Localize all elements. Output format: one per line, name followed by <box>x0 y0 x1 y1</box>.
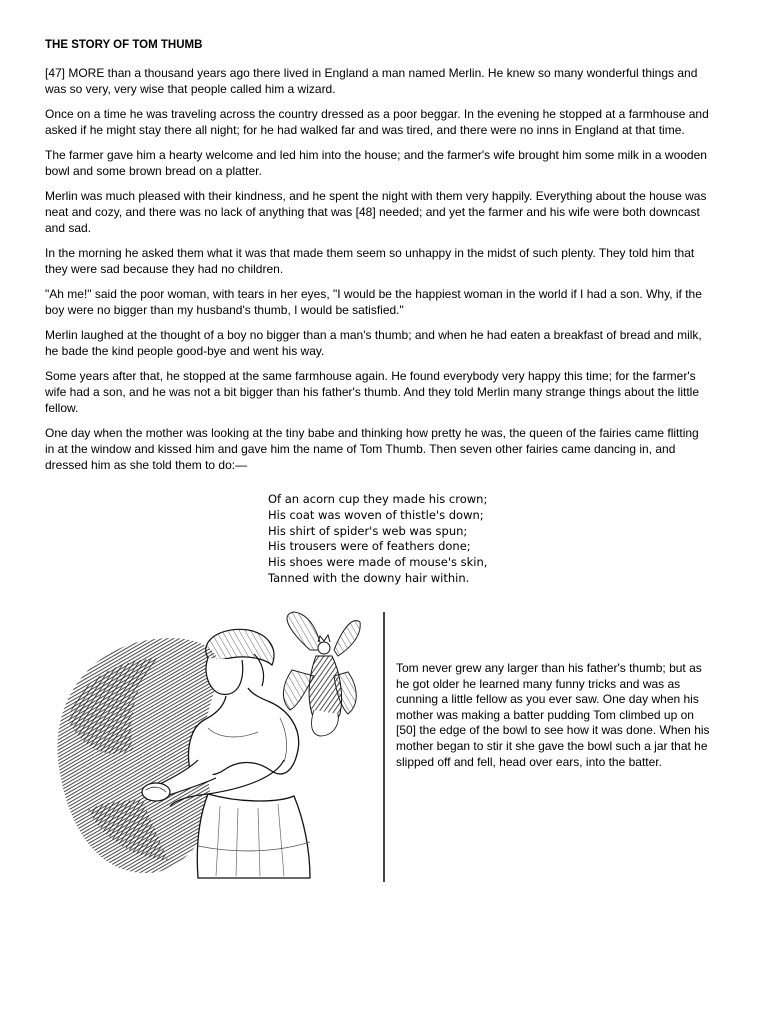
story-title: THE STORY OF TOM THUMB <box>45 39 203 51</box>
paragraph-1: [47] MORE than a thousand years ago there lived in England a man named Merlin. He knew so many wonderful things and was so very, very wise that people called him a wizard. <box>45 66 698 96</box>
poem-line: His shoes were made of mouse's skin, <box>268 555 488 570</box>
column-divider <box>383 612 385 882</box>
paragraph-9: One day when the mother was looking at the tiny babe and thinking how pretty he was, the queen of the fairies came flitting in at the window and kissed him and gave him the name of Tom Thumb. Then seven other fairies came dancing in, and dressed him as she told them to do:— <box>45 426 699 472</box>
poem-line: His trousers were of feathers done; <box>268 539 471 554</box>
paragraph-4: Merlin was much pleased with their kindness, and he spent the night with them very happily. Everything about the house was neat and cozy, and there was no lack of anything that was [48] needed; and yet the farmer and his wife were both downcast and sad. <box>45 189 707 235</box>
poem-line: His coat was woven of thistle's down; <box>268 507 484 522</box>
document-body <box>45 38 710 482</box>
paragraph-8: Some years after that, he stopped at the same farmhouse again. He found everybody very happy this time; for the farmer's wife had a son, and he was not a bit bigger than his father's thumb. And they told Merlin many strange things about the little fellow. <box>45 369 700 415</box>
paragraph-5: In the morning he asked them what it was that made them seem so unhappy in the midst of such plenty. They told him that they were sad because they had no children. <box>45 246 695 276</box>
paragraph-6: "Ah me!" said the poor woman, with tears in her eyes, "I would be the happiest woman in the world if I had a son. Why, if the boy were no bigger than my husband's thumb, I would be satisfied." <box>45 287 702 317</box>
fairy-head <box>318 642 330 654</box>
poem-line: Tanned with the downy hair within. <box>268 570 470 585</box>
woman-and-fairy-illustration <box>48 610 380 880</box>
poem-line: His shirt of spider's web was spun; <box>268 523 468 538</box>
paragraph-3: The farmer gave him a hearty welcome and led him into the house; and the farmer's wife brought him some milk in a wooden bowl and some brown bread on a platter. <box>45 148 707 178</box>
side-paragraph: Tom never grew any larger than his father's thumb; but as he got older he learned many funny tricks and was as cunning a little fellow as you ever saw. One day when his mother was making a batter pudding Tom climbed up on [50] the edge of the bowl to see how it was done. When his mother began to stir it she gave the bowl such a jar that he slipped off and fell, head over ears, into the batter. <box>396 661 710 769</box>
paragraph-7: Merlin laughed at the thought of a boy no bigger than a man's thumb; and when he had eaten a breakfast of bread and milk, he bade the kind people good-bye and went his way. <box>45 328 702 358</box>
paragraph-2: Once on a time he was traveling across the country dressed as a poor beggar. In the evening he stopped at a farmhouse and asked if he might stay there all night; for he had walked far and was tired, and there were no inns in England at that time. <box>45 107 709 137</box>
woman-skirt <box>197 794 310 878</box>
poem-line: Of an acorn cup they made his crown; <box>268 492 488 506</box>
poem-stanza <box>268 492 568 587</box>
